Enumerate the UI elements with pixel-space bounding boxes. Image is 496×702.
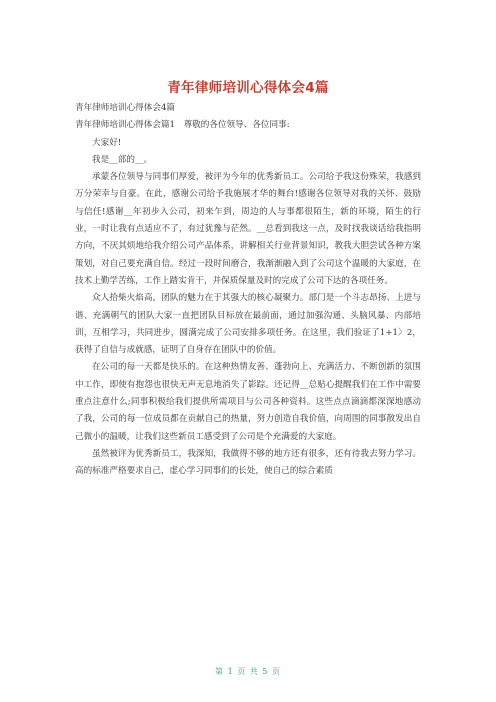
body-paragraph: 大家好! [92, 137, 122, 148]
body-paragraph: 在公司的每一天都是快乐的。在这种热情友善、蓬勃向上、充满活力、不断创新的氛围中工作，即使有抱怨也很快无声无息地消失了影踪。还记得__总贴心提醒我们在工作中需要重点注意什么;同事积极给我们提供所需项目与公司各种资料。这些点点滴滴都深深地感动了我，公司的每一位成员都在贡献自己的热量，努力创造自我价值，向周围的同事散发出自己微小的温暖，让我们这些新员工感受到了公司是个充满爱的大家庭。 [75, 362, 421, 442]
body-paragraph: 虽然被评为优秀新员工，我深知，我做得不够的地方还有很多，还有待我去努力学习。高的标准严格要求自己，虚心学习同事们的长处，使自己的综合素质 [75, 448, 421, 477]
body-paragraph: 青年律师培训心得体会4篇 [75, 103, 175, 113]
document-body [75, 100, 421, 481]
body-paragraph: 我是__部的__。 [92, 154, 153, 165]
page-footer: 第 1 页 共 5 页 [215, 667, 281, 676]
body-paragraph: 众人拾柴火焰高，团队的魅力在于其强大的核心凝聚力。部门是一个斗志昂扬、上进与谐、充满朝气的团队大家一直把团队目标放在最前面，通过加强沟通、头脑风暴、内部培训，互相学习，共同进步，圆满完成了公司安排多项任务。在这里，我们验证了1+1〉2，获得了自信与成就感，证明了自身存在团队中的价值。 [75, 293, 421, 356]
body-paragraph: 承蒙各位领导与同事们厚爱，被评为今年的优秀新员工。公司给予我这份殊荣，我感到万分荣幸与自豪。在此，感谢公司给予我施展才华的舞台!感谢各位领导对我的关怀、鼓励与信任!感谢__年初步入公司，初来乍到，周边的人与事都很陌生，新的环境，陌生的行业，一时让我有点适应不了，有过犹豫与茫然。__总看到我这一点，及时找我谈话给我指明方向，不厌其烦地给我介绍公司产品体系，讲解相关行业背景知识，教我大胆尝试各种方案策划，对自己要充满自信。经过一段时间磨合，我渐渐融入到了公司这个温暖的大家庭，在技术上勤学苦练，工作上踏实肯干，并保质保量及时的完成了公司下达的各项任务。 [75, 172, 421, 286]
document-title: 青年律师培训心得体会4篇 [167, 80, 329, 96]
body-paragraph: 青年律师培训心得体会篇1 尊敬的各位领导、各位同事: [75, 120, 290, 131]
